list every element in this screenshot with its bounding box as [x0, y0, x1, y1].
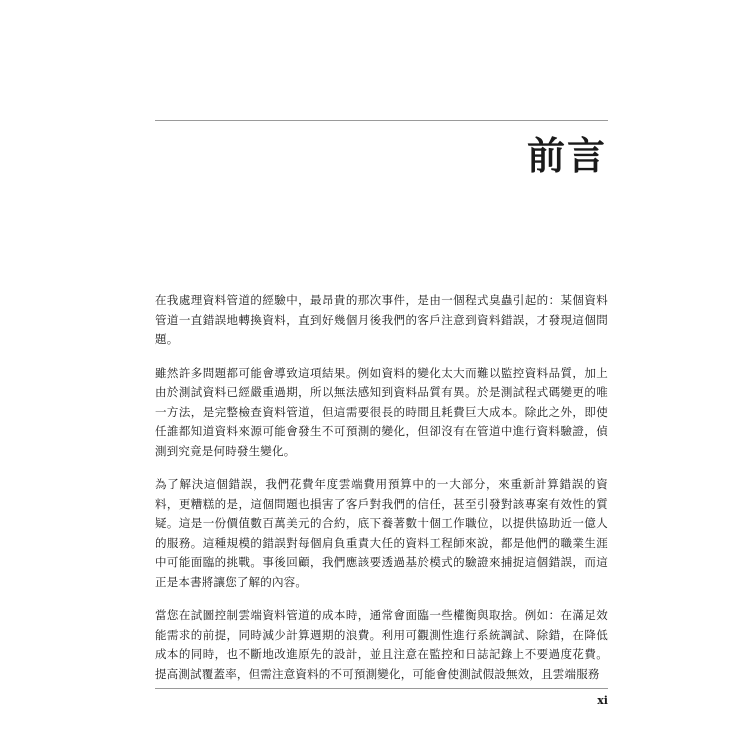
bottom-divider [155, 688, 608, 689]
paragraph: 當您在試圖控制雲端資料管道的成本時，通常會面臨一些權衡與取捨。例如：在滿足效能需求的前提，同時減少計算週期的浪費。利用可觀測性進行系統調試、除錯，在降低成本的同時，也不斷地改進原先的設計，並且注意在監控和日誌記錄上不要過度花費。提高測試覆蓋率，但需注意資料的不可預測變化，可能會使測試假設無效，且雲端服務 [155, 608, 608, 681]
body-text [155, 291, 608, 698]
paragraph: 雖然許多問題都可能會導致這項結果。例如資料的變化太大而難以監控資料品質，加上由於測試資料已經嚴重過期，所以無法感知到資料品質有異。於是測試程式碼變更的唯一方法，是完整檢查資料管道，但這需要很長的時間且耗費巨大成本。除此之外，即使任誰都知道資料來源可能會發生不可預測的變化，但卻沒有在管道中進行資料驗證，偵測到究竟是何時發生變化。 [155, 365, 608, 458]
paragraph: 在我處理資料管道的經驗中，最昂貴的那次事件，是由一個程式臭蟲引起的：某個資料管道一直錯誤地轉換資料，直到好幾個月後我們的客戶注意到資料錯誤，才發現這個問題。 [155, 293, 608, 346]
page-number: xi [597, 694, 608, 707]
chapter-title: 前言 [526, 134, 607, 178]
paragraph: 為了解決這個錯誤，我們花費年度雲端費用預算中的一大部分，來重新計算錯誤的資料，更糟糕的是，這個問題也損害了客戶對我們的信任，甚至引發對該專案有效性的質疑。這是一份價值數百萬美元的合約，底下養著數十個工作職位，以提供協助近一億人的服務。這種規模的錯誤對每個肩負重責大任的資料工程師來說，都是他們的職業生涯中可能面臨的挑戰。事後回顧，我們應該要透過基於模式的驗證來捕捉這個錯誤，而這正是本書將讓您了解的內容。 [155, 477, 608, 589]
top-divider [155, 120, 608, 121]
